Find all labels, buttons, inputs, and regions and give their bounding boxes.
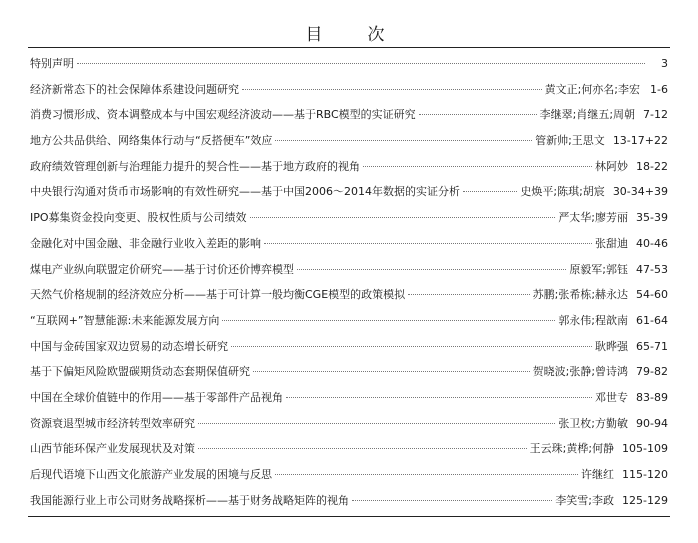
dot-leader	[275, 474, 578, 475]
dot-leader	[463, 191, 517, 192]
dot-leader	[77, 63, 645, 64]
dot-leader	[198, 448, 527, 449]
toc-entry-pages: 35-39	[636, 211, 668, 225]
toc-entry-title[interactable]: 资源衰退型城市经济转型效率研究	[30, 416, 195, 430]
toc-entry-title[interactable]: 地方公共品供给、网络集体行动与“反搭便车”效应	[30, 134, 273, 148]
dot-leader	[198, 423, 555, 424]
toc-entry[interactable]	[30, 102, 668, 128]
toc-entry-pages: 115-120	[622, 468, 668, 481]
toc-entry-title[interactable]: 天然气价格规制的经济效应分析——基于可计算一般均衡CGE模型的政策模拟	[30, 288, 406, 302]
toc-entry[interactable]	[30, 411, 668, 437]
toc-entry[interactable]	[30, 179, 668, 205]
toc-entry-title[interactable]: 后现代语境下山西文化旅游产业发展的困境与反思	[30, 468, 272, 481]
toc-entry-pages: 90-94	[636, 416, 668, 430]
toc-entry-authors: 张甜迪	[595, 236, 629, 250]
toc-entry-pages: 13-17+22	[612, 134, 668, 148]
toc-entry-pages: 1-6	[650, 82, 668, 96]
toc-entry-authors: 原毅军;郭钰	[569, 262, 629, 276]
toc-entry-authors: 张卫枚;方勤敏	[558, 416, 629, 430]
dot-leader	[363, 166, 592, 167]
toc-entry-title[interactable]: 特别声明	[30, 57, 74, 70]
toc-entry-pages: 3	[661, 57, 668, 70]
dot-leader	[286, 397, 592, 398]
dot-leader	[231, 346, 592, 347]
toc-entry-authors: 耿晔强	[595, 339, 629, 353]
toc-entry-title[interactable]: 煤电产业纵向联盟定价研究——基于讨价还价博弈模型	[30, 262, 294, 276]
toc-entry-authors: 李继翠;肖继五;周朝	[539, 108, 636, 122]
toc-entry-pages: 125-129	[622, 493, 668, 507]
toc-entry-pages: 30-34+39	[612, 185, 668, 199]
toc-entry-list	[30, 51, 668, 513]
toc-entry-authors: 史焕平;陈琪;胡宸	[520, 185, 605, 199]
toc-entry-authors: 邓世专	[595, 390, 629, 404]
dot-leader	[253, 371, 530, 372]
toc-entry[interactable]	[30, 488, 668, 514]
toc-entry[interactable]	[30, 154, 668, 180]
dot-leader	[264, 243, 592, 244]
dot-leader	[408, 294, 529, 295]
toc-entry[interactable]	[30, 282, 668, 308]
toc-entry-authors: 黄文正;何亦名;李宏	[544, 82, 640, 96]
toc-entry-pages: 65-71	[636, 339, 668, 353]
toc-entry[interactable]	[30, 308, 668, 334]
toc-entry-title[interactable]: 我国能源行业上市公司财务战略探析——基于财务战略矩阵的视角	[30, 493, 349, 507]
toc-entry-pages: 18-22	[636, 159, 668, 173]
toc-entry[interactable]	[30, 385, 668, 411]
toc-entry-authors: 林阿妙	[595, 159, 629, 173]
toc-entry-authors: 管新帅;王思文	[535, 134, 605, 148]
dot-leader	[419, 114, 537, 115]
toc-entry-pages: 61-64	[636, 313, 668, 327]
toc-entry-authors: 李笑雪;李政	[555, 493, 615, 507]
toc-entry[interactable]	[30, 257, 668, 283]
toc-entry-pages: 83-89	[636, 390, 668, 404]
toc-entry[interactable]	[30, 205, 668, 231]
toc-entry-title[interactable]: 基于下偏矩风险欧盟碳期货动态套期保值研究	[30, 365, 250, 379]
toc-entry[interactable]	[30, 77, 668, 103]
toc-heading: 目 次	[305, 25, 399, 45]
toc-entry-authors: 郭永伟;程歆南	[558, 313, 629, 327]
toc-entry-authors: 苏鹏;张希栋;赫永达	[532, 288, 629, 302]
toc-entry-title[interactable]: IPO募集资金投向变更、股权性质与公司绩效	[30, 211, 247, 225]
toc-entry[interactable]	[30, 334, 668, 360]
toc-entry[interactable]	[30, 359, 668, 385]
dot-leader	[297, 269, 566, 270]
toc-entry-title[interactable]: 消费习惯形成、资本调整成本与中国宏观经济波动——基于RBC模型的实证研究	[30, 108, 416, 122]
toc-entry-pages: 54-60	[636, 288, 668, 302]
toc-entry-pages: 47-53	[636, 262, 668, 276]
toc-entry[interactable]	[30, 462, 668, 488]
bottom-divider	[28, 516, 670, 517]
toc-entry-title[interactable]: 政府绩效管理创新与治理能力提升的契合性——基于地方政府的视角	[30, 159, 360, 173]
dot-leader	[250, 217, 556, 218]
toc-entry[interactable]	[30, 231, 668, 257]
toc-entry[interactable]	[30, 436, 668, 462]
toc-entry-pages: 105-109	[622, 442, 668, 456]
toc-entry-title[interactable]: 中国与金砖国家双边贸易的动态增长研究	[30, 339, 228, 353]
toc-entry-pages: 40-46	[636, 236, 668, 250]
toc-entry-title[interactable]: “互联网+”智慧能源:未来能源发展方向	[30, 313, 220, 327]
toc-entry-pages: 7-12	[643, 108, 668, 122]
toc-entry-pages: 79-82	[636, 365, 668, 379]
dot-leader	[222, 320, 555, 321]
toc-entry-title[interactable]: 中央银行沟通对货币市场影响的有效性研究——基于中国2006～2014年数据的实证分析	[30, 185, 460, 199]
dot-leader	[275, 140, 532, 141]
dot-leader	[242, 89, 542, 90]
toc-entry-title[interactable]: 山西节能环保产业发展现状及对策	[30, 442, 195, 456]
top-divider	[28, 47, 670, 48]
toc-entry-authors: 王云珠;黄桦;何静	[529, 442, 615, 456]
toc-entry-title[interactable]: 经济新常态下的社会保障体系建设问题研究	[30, 82, 239, 96]
toc-entry-authors: 许继红	[581, 468, 615, 481]
dot-leader	[352, 500, 552, 501]
toc-entry-authors: 贺晓波;张静;曾诗鸿	[532, 365, 629, 379]
toc-entry-authors: 严太华;廖芳丽	[558, 211, 629, 225]
toc-entry-title[interactable]: 中国在全球价值链中的作用——基于零部件产品视角	[30, 390, 283, 404]
toc-entry[interactable]	[30, 128, 668, 154]
toc-entry[interactable]	[30, 51, 668, 77]
toc-entry-title[interactable]: 金融化对中国金融、非金融行业收入差距的影响	[30, 236, 261, 250]
